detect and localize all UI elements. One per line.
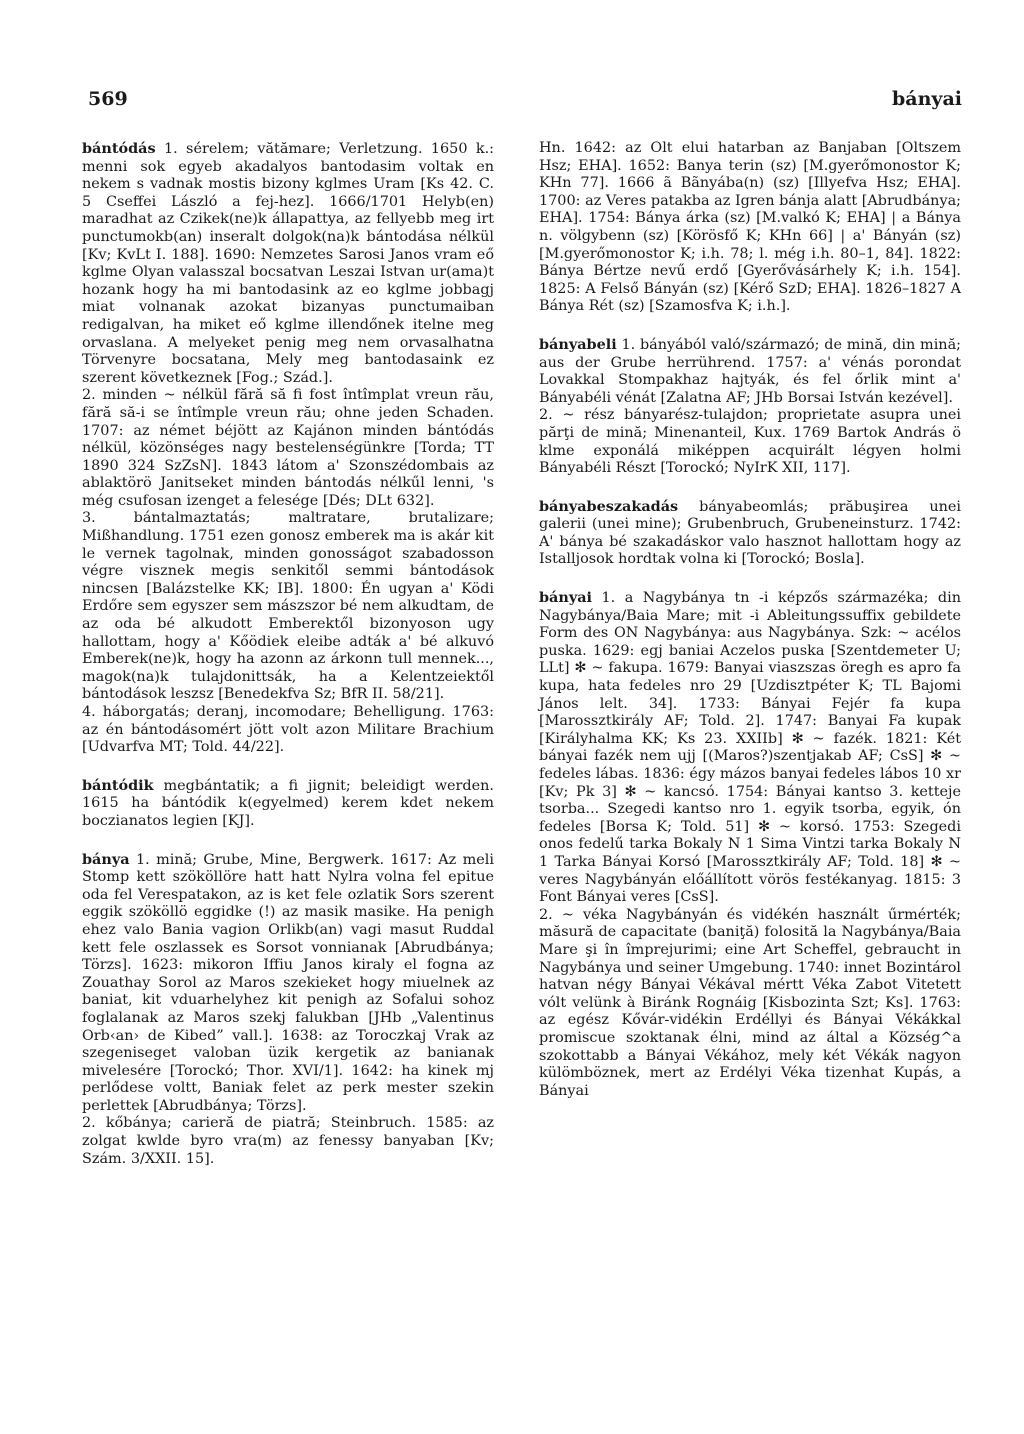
entry-sense (82, 1115, 494, 1168)
sense-text: bányabeomlás; prăbuşirea unei galerii (unei mine); Grubenbruch, Grubeneinsturz. 1742: A' bánya bé szakadáskor valo hasznot hallottam hogy az Istalljosok hordtak volna ki [Torockó; Bosla]. (539, 498, 962, 568)
dictionary-entry (82, 851, 494, 1169)
dictionary-entry (539, 498, 961, 569)
entry-headword: bányabeli (539, 335, 617, 353)
sense-text: Hn. 1642: az Olt elui hatarban az Banjaban [Oltszem Hsz; EHA]. 1652: Banya terin (sz) [M.gyerőmonostor K; KHn 77]. 1666 ã Bãnyába(n) (sz) [Illyefva Hsz; EHA]. 1700: az Veres patakba az Igren bánja alatt [Abrudbánya; EHA]. 1754: Bánya árka (sz) [M.valkó K; EHA] | a Bánya n. völgybenn (sz) [Körösfő K; KHn 66] | a' Bányán (sz) [M.gyerőmonostor K; i.h. 78; l. még i.h. 80–1, 84]. 1822: Bánya Bértze nevű erdő [Gyerővásárhely K; i.h. 154]. 1825: A Felső Bányán (sz) [Kérő SzD; EHA]. 1826–1827 A Bánya Rét (sz) [Szamosfva K; i.h.]. (539, 140, 961, 315)
entry-sense (82, 851, 494, 1116)
left-column (82, 140, 494, 1188)
dictionary-entry (82, 777, 494, 831)
sense-text: 2. ~ rész bányarész-tulajdon; proprietate asupra unei părţi de mină; Minenanteil, Kux. 1769 Bartok András ö klme exponálá miképpen acquirált légyen holmi Bányabéli Részt [Torockó; NyIrK XII, 117]. (539, 407, 961, 477)
entry-sense (82, 704, 494, 757)
sense-text: 1. mină; Grube, Mine, Bergwerk. 1617: Az meli Stomp kett szököllöre hatt hatt Nylra volna fel epitue oda fel Verespatakon, az is ket fele ozlatik Sors szerent eggik szököllö eggidke (!) az masik masike. Ha penigh ehez valo Bania vagion Orlikb(an) vagi masut Ruddal kett fele oszlassek es Sorsot vonnianak [Abrudbánya; Törzs]. 1623: mikoron Iffiu Janos kiraly el fogna az Zouathay Sorol az Maros szekieket hogy miuelnek az baniat, kit vduarhelyhez kit penigh az Sofalui sohoz foglalanak az Maros szekj falukban [JHb „Valentinus Orb‹an› de Kibed” vall.]. 1638: az Toroczkaj Vrak az szegeniseget valoban üzik kergetik az banianak mivelesére [Torockó; Thor. XVI/1]. 1642: ha kinek mj perlődese voltt, Baniak felet az perk mester szekin perlettek [Abrudbánya; Törzs]. (82, 851, 495, 1114)
entry-sense (539, 336, 961, 407)
running-head: bányai (892, 88, 962, 110)
entry-headword: bányai (539, 589, 593, 607)
page-number: 569 (88, 88, 128, 110)
entry-sense (539, 407, 961, 477)
dictionary-entry (82, 140, 494, 757)
sense-text: 1. bányából való/származó; de mină, din mină; aus der Grube herrührend. 1757: a' vénás porondat Lovakkal Stompakhaz hajtyák, és fel őrlik mint a' Bányabéli vénát [Zalatna AF; JHb Borsai István kezével]. (539, 336, 961, 406)
entry-headword: bántódik (82, 776, 154, 794)
entry-sense (539, 589, 961, 907)
entry-sense (539, 140, 961, 316)
dictionary-entry (539, 140, 961, 316)
sense-text: 1. sérelem; vătămare; Verletzung. 1650 k.: menni sok egyeb akadalyos bantodasim voltak en nekem s vadnak mostis bizony kglmes Uram [Ks 42. C. 5 Cseffei László a fej-hez]. 1666/1701 Helyb(en) maradhat az Czikek(ne)k állapattya, az fellyebb meg irt punctumokb(an) inseralt dolgok(na)k bántodása nélkül [Kv; KvLt I. 188]. 1690: Nemzetes Sarosi Janos vram eő kglme Olyan valasszal bocsatvan Leszai Istvan ur(ama)t hozank hogy ha mi bantodasink az eo kglme jobbagj miat volnanak azokat bizanyas punctumaiban redigalvan, ha miket eő kglme illendőnek itelne meg orvaslana. A melyeket penig meg nem orvasalhatna Törvenyre bocsatana, Mely meg bantodasaink ez szerent következnek [Fog.; Szád.]. (82, 141, 495, 386)
entry-sense (82, 510, 494, 704)
sense-text: 1. a Nagybánya tn -i képzős származéka; din Nagybánya/Baia Mare; mit -i Ableitungssuffix gebildete Form des ON Nagybánya: aus Nagybánya. Szk: ~ acélos puska. 1629: egj baniai Aczelos puska [Szentdemeter U; LLt] ✻ ~ fakupa. 1679: Banyai viaszszas öregh es apro fa kupa, hata fedeles nro 29 [Uzdisztpéter K; TL Bajomi János lelt. 34]. 1733: Bányai Fejér fa kupa [Marossztkirály AF; Told. 2]. 1747: Banyai Fa kupak [Királyhalma KK; Ks 23. XXIIb] ✻ ~ fazék. 1821: Két bányai fazék nem ujj [(Maros?)szentjakab AF; CsS] ✻ ~ fedeles lábas. 1836: égy mázos banyai fedeles lábos 10 xr [Kv; Pk 3] ✻ ~ kancsó. 1754: Bányai kantso 3. ketteje tsorba... Szegedi kantso nro 1. egyik tsorba, egyik, ón fedeles [Borsa K; Told. 51] ✻ ~ korsó. 1753: Szegedi onos fedelű tarka Bokaly N 1 Sima Vintzi tarka Bokaly N 1 Tarka Bányai Korsó [Marossztkirály AF; Told. 18] ✻ ~ veres Nagybányán előállított vörös festékanyag. 1815: 3 Font Bányai veres [CsS]. (539, 590, 961, 906)
entry-headword: bányabeszakadás (539, 497, 679, 515)
entry-sense (82, 387, 494, 510)
entry-headword: bánya (82, 850, 130, 868)
sense-text: 2. minden ~ nélkül fără să fi fost întîmplat vreun rău, fără să-i se întîmple vreun rău; ohne jeden Schaden. 1707: az német béjött az Kajánon minden bántódás nélkül, közönséges nagy bestelenségünkre [Torda; TT 1890 324 SzZsN]. 1843 látom a' Szonszédombais az ablaktörö Janitseket minden bántodás nélkűl lenni, 's még csufosan izenget a felesége [Dés; DLt 632]. (82, 387, 494, 509)
entry-headword: bántódás (82, 140, 156, 157)
entry-sense (82, 140, 494, 387)
sense-text: 3. bántalmaztatás; maltratare, brutalizare; Mißhandlung. 1751 ezen gonosz emberek ma is akár kit le vernek tagolnak, minden gonosságot szabadosson végre visznek megis senkitől semmi bántodások nincsen [Balázstelke KK; IB]. 1800: Én ugyan a' Ködi Erdőre sem egyszer sem mászszor bé nem alkudtam, de az oda bé alkudott Emberektől bizonyoson ugy hallottam, hogy a' Kőödiek eleibe adták a' bé alkuvó Emberek(ne)k, hogy ha azonn az árkonn tull mennek..., magok(na)k tulajdonittsák, ha a Kelentzeiektől bántodások leszsz [Benedekfva Sz; BfR II. 58/21]. (82, 510, 494, 703)
entry-sense (539, 498, 961, 569)
right-column (539, 140, 961, 1120)
entry-sense (539, 907, 961, 1101)
entry-sense (82, 777, 494, 831)
sense-text: 2. kőbánya; carieră de piatră; Steinbruch. 1585: az zolgat kwlde byro vra(m) az fenessy banyaban [Kv; Szám. 3/XXII. 15]. (82, 1115, 494, 1167)
sense-text: 4. háborgatás; deranj, incomodare; Behelligung. 1763: az én bántodásomért jött volt azon Militare Brachium [Udvarfva MT; Told. 44/22]. (82, 704, 494, 756)
sense-text: megbántatik; a fi jignit; beleidigt werden. 1615 ha bántódik k(egyelmed) kerem kdet nekem boczianatos legien [KJ]. (82, 777, 494, 829)
dictionary-entry (539, 336, 961, 478)
dictionary-entry (539, 589, 961, 1100)
sense-text: 2. ~ véka Nagybányán és vidékén használt űrmérték; măsură de capacitate (baniţă) folosită la Nagybánya/Baia Mare şi în împrejurimi; eine Art Scheffel, gebraucht in Nagybánya und seiner Umgebung. 1740: innet Bozintárol hatvan négy Bányai Vékával mértt Véka Zabot Vitetett vólt velünk à Biránk Rognáig [Kisbozinta Szt; Ks]. 1763: az egész Kővár-vidékin Erdéllyi és Bányai Vékákkal promiscue szoktanak élni, mind az által a Község^a szokottabb a Bányai Vékához, mely két Vékák nagyon külömböznek, mert az Erdélyi Véka tizenhat Kupás, a Bányai (539, 906, 961, 1099)
